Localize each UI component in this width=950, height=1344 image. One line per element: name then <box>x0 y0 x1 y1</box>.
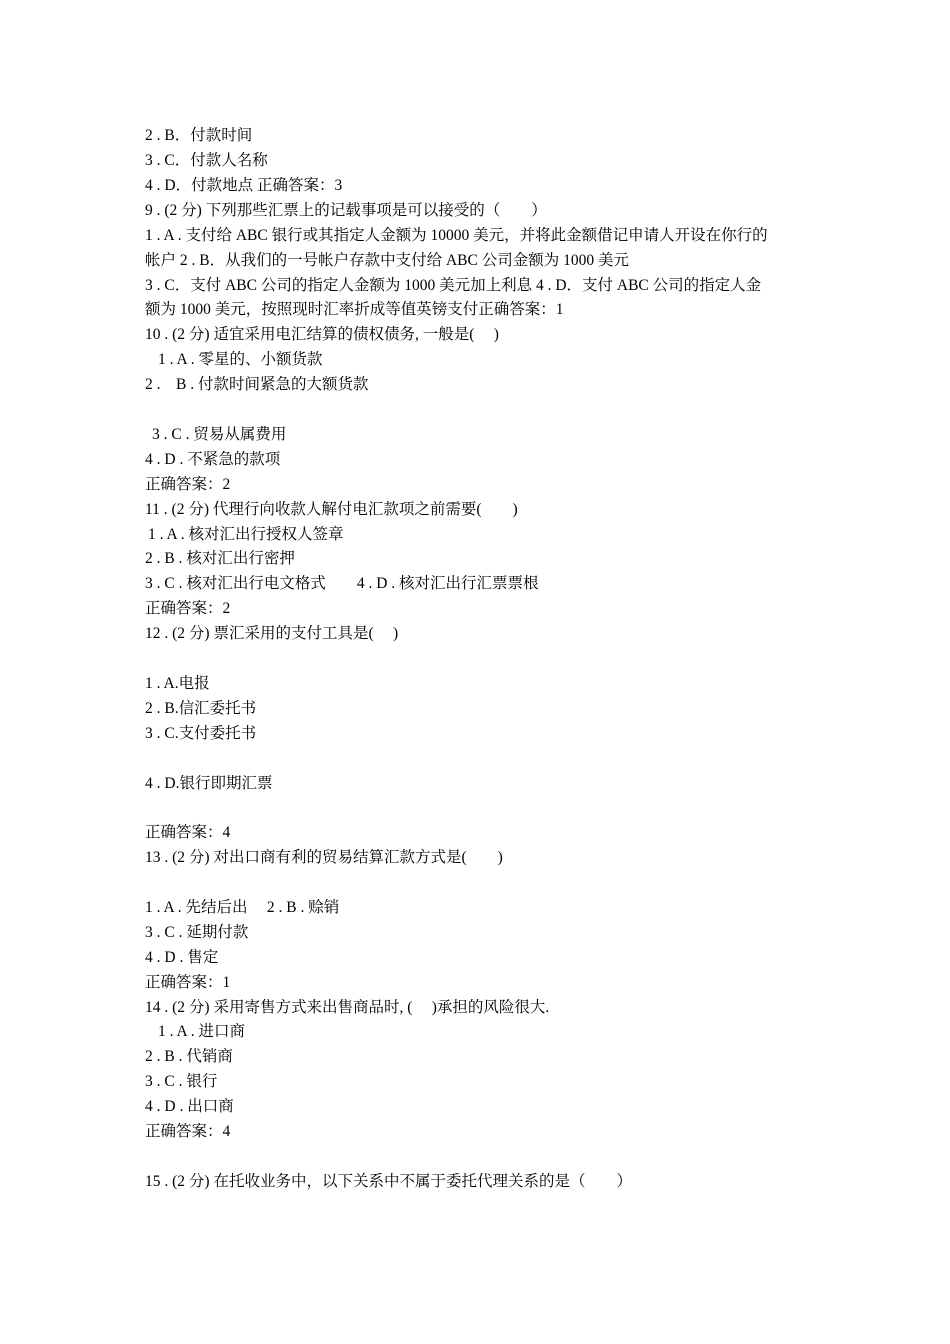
text-line: 1 . A . 先结后出 2 . B . 赊销 <box>145 899 340 916</box>
text-line: 3 . C．付款人名称 <box>145 152 268 169</box>
question-heading: 13 . (2 分) 对出口商有利的贸易结算汇款方式是( ) <box>145 849 503 866</box>
text-line: 2 . B . 代销商 <box>145 1048 233 1065</box>
text-line: 1 . A . 零星的、小额货款 <box>158 351 323 368</box>
text-line: 3 . C . 银行 <box>145 1073 218 1090</box>
text-line: 额为 1000 美元，按照现时汇率折成等值英镑支付正确答案：1 <box>145 301 564 318</box>
question-heading: 12 . (2 分) 票汇采用的支付工具是( ) <box>145 625 399 642</box>
text-line: 1 . A . 支付给 ABC 银行或其指定人金额为 10000 美元，并将此金额借记申请人开设在你行的 <box>145 227 768 244</box>
answer-line: 正确答案：4 <box>145 824 231 841</box>
question-heading: 15 . (2 分) 在托收业务中，以下关系中不属于委托代理关系的是（ ） <box>145 1173 632 1190</box>
text-line: 4 . D . 售定 <box>145 949 219 966</box>
text-line: 2 . B . 付款时间紧急的大额货款 <box>145 376 369 393</box>
question-heading: 9 . (2 分) 下列那些汇票上的记载事项是可以接受的（ ） <box>145 202 547 219</box>
question-heading: 11 . (2 分) 代理行向收款人解付电汇款项之前需要( ) <box>145 501 518 518</box>
answer-line: 正确答案：2 <box>145 600 231 617</box>
question-heading: 10 . (2 分) 适宜采用电汇结算的债权债务, 一般是( ) <box>145 326 499 343</box>
text-line: 3 . C．支付 ABC 公司的指定人金额为 1000 美元加上利息 4 . D．支付 ABC 公司的指定人金 <box>145 277 762 294</box>
text-line: 1 . A.电报 <box>145 675 210 692</box>
answer-line: 正确答案：1 <box>145 974 231 991</box>
text-line: 帐户 2 . B．从我们的一号帐户存款中支付给 ABC 公司金额为 1000 美元 <box>145 252 629 269</box>
answer-line: 正确答案：4 <box>145 1123 231 1140</box>
question-heading: 14 . (2 分) 采用寄售方式来出售商品时, ( )承担的风险很大. <box>145 999 550 1016</box>
text-line: 1 . A . 进口商 <box>158 1023 245 1040</box>
text-line: 4 . D . 出口商 <box>145 1098 234 1115</box>
text-line: 2 . B . 核对汇出行密押 <box>145 550 295 567</box>
text-line: 3 . C . 贸易从属费用 <box>152 426 287 443</box>
text-line: 3 . C . 核对汇出行电文格式 4 . D . 核对汇出行汇票票根 <box>145 575 539 592</box>
text-line: 3 . C.支付委托书 <box>145 725 257 742</box>
text-line: 4 . D . 不紧急的款项 <box>145 451 281 468</box>
text-line: 1 . A . 核对汇出行授权人签章 <box>148 526 344 543</box>
text-line: 4 . D．付款地点 正确答案：3 <box>145 177 343 194</box>
text-line: 3 . C . 延期付款 <box>145 924 249 941</box>
text-line: 4 . D.银行即期汇票 <box>145 775 273 792</box>
text-line: 2 . B.信汇委托书 <box>145 700 257 717</box>
answer-line: 正确答案：2 <box>145 476 231 493</box>
text-line: 2 . B．付款时间 <box>145 127 253 144</box>
